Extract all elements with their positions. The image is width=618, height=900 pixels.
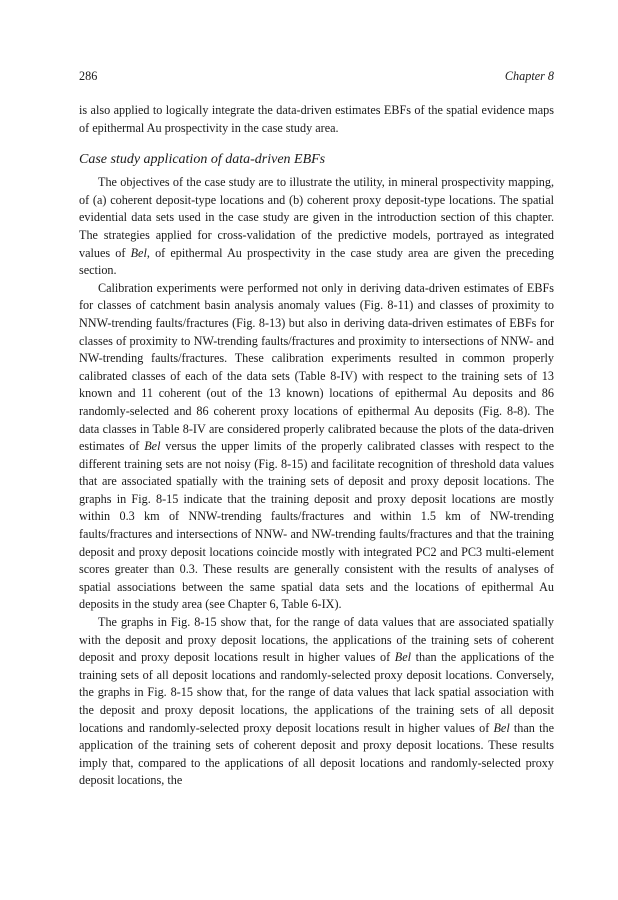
paragraph-text: versus the upper limits of the properly calibrated classes with respect to the different training sets are not noisy (Fig. 8-15) and facilitate recognition of threshold data values that are associated spatially with the training sets of deposit and proxy deposit locations. The graphs in Fig. 8-15 indicate that the training deposit and proxy deposit locations are mostly within 0.3 km of NNW-trending faults/fractures and within 1.5 km of NW-trending faults/fractures and intersections of NNW- and NW-trending faults/fractures and that the training deposit and proxy deposit locations coincide mostly with integrated PC2 and PC3 multi-element scores greater than 0.3. These results are generally consistent with the results of analyses of spatial associations between the same spatial data sets and the locations of epithermal Au deposits in the study area (see Chapter 6, Table 6-IX). (79, 439, 554, 612)
running-head (79, 68, 554, 84)
paragraph-text: The graphs in Fig. 8-15 show that, for the range of data values that are associated spatially with the deposit and proxy deposit locations, the applications of the training sets of coherent deposit and proxy deposit locations result in higher values of (79, 615, 554, 665)
paragraph-text: , of epithermal Au prospectivity in the case study area are given the preceding section. (79, 245, 554, 278)
paragraph-calibration (79, 280, 554, 614)
paragraph-text: than the applications of the training sets of all deposit locations and randomly-selected proxy deposit locations. Conversely, the graphs in Fig. 8-15 show that, for the range of data values that lack spatial association with the deposit and proxy deposit locations, the applications of the training sets of all deposit locations and randomly-selected proxy deposit locations result in higher values of (79, 650, 554, 735)
paragraph-continuation: is also applied to logically integrate the data-driven estimates EBFs of the spatial evidence maps of epithermal Au prospectivity in the case study area. (79, 103, 554, 135)
bel-term: Bel (394, 650, 412, 665)
book-page (79, 68, 554, 790)
bel-term: Bel (144, 439, 161, 454)
paragraph-text: The objectives of the case study are to illustrate the utility, in mineral prospectivity mapping, of (a) coherent deposit-type locations and (b) coherent proxy deposit-type locations. The spatial evidential data sets used in the case study are given in the introduction section of this chapter. The strategies applied for cross-validation of the predictive models, portrayed as integrated values of (79, 175, 554, 260)
paragraph-objectives (79, 174, 554, 280)
body-text (79, 102, 554, 790)
bel-term: Bel (493, 720, 510, 735)
paragraph-graphs (79, 614, 554, 790)
paragraph-text: than the application of the training sets of coherent deposit and proxy deposit locations. These results imply that, compared to the applications of all deposit locations and randomly-selected proxy deposit locations, the (79, 720, 554, 788)
paragraph-text: Calibration experiments were performed not only in deriving data-driven estimates of EBFs for classes of catchment basin analysis anomaly values (Fig. 8-11) and classes of proximity to NNW-trending faults/fractures (Fig. 8-13) but also in deriving data-driven estimates of EBFs for classes of proximity to NW-trending faults/fractures and proximity to intersections of NNW- and NW-trending faults/fractures. These calibration experiments resulted in common properly calibrated classes of each of the data sets (Table 8-IV) with respect to the training sets of 13 known and 11 coherent (out of the 13 known) locations of epithermal Au deposits and 86 randomly-selected and 86 coherent proxy locations of epithermal Au deposits (Fig. 8-8). The data classes in Table 8-IV are considered properly calibrated because the plots of the data-driven estimates of (79, 280, 554, 454)
chapter-label: Chapter 8 (504, 69, 554, 83)
page-number: 286 (79, 69, 98, 83)
section-heading: Case study application of data-driven EBFs (79, 152, 326, 168)
bel-term: Bel (130, 245, 147, 260)
